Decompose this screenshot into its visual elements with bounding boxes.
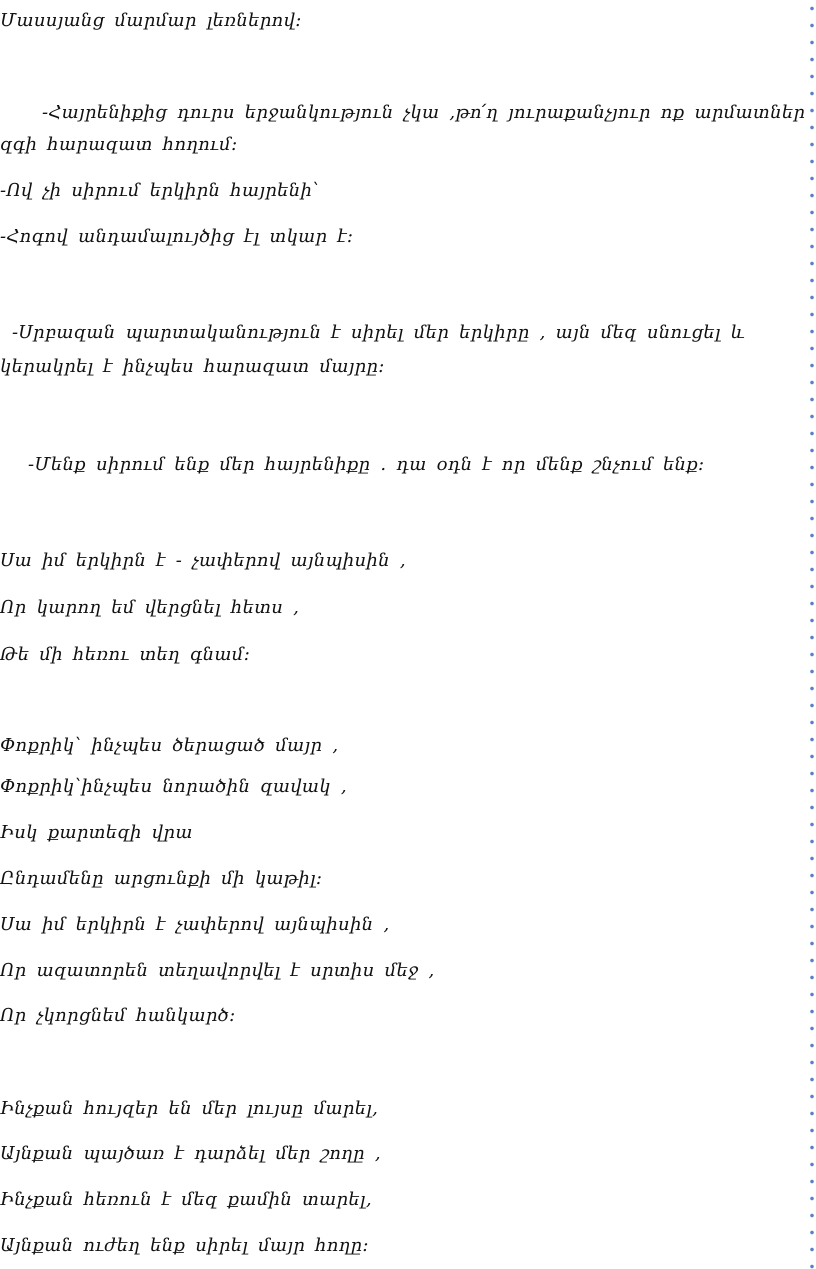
text-line: Որ ազատորեն տեղավորվել է սրտիս մեջ ,: [0, 960, 435, 981]
text-line: Մասսյանց մարմար լեռներով։: [0, 10, 302, 31]
dotted-margin-border: [806, 0, 816, 1269]
text-line: -Հայրենիքից դուրս երջանկություն չկա ,թո՛ղ յուրաքանչյուր ոք արմատներ: [42, 102, 806, 123]
text-line: -Սրբազան պարտականություն է սիրել մեր երկիրը , այն մեզ սնուցել և: [12, 322, 746, 343]
text-line: -Ով չի սիրում երկիրն հայրենի՝: [0, 180, 320, 201]
text-line: կերակրել է ինչպես հարազատ մայրը։: [0, 356, 385, 377]
text-line: Ինչքան հեռուն է մեզ քամին տարել,: [0, 1189, 372, 1210]
text-line: Այնքան պայծառ է դարձել մեր շողը ,: [0, 1143, 381, 1164]
text-line: Ընդամենը արցունքի մի կաթիլ։: [0, 868, 323, 889]
text-line: Ինչքան հույզեր են մեր լույսը մարել,: [0, 1098, 379, 1119]
text-line: զգի հարազատ հողում։: [0, 134, 238, 155]
text-line: -Մենք սիրում ենք մեր հայրենիքը . դա օդն է որ մենք շնչում ենք։: [28, 454, 705, 475]
text-line: Իսկ քարտեզի վրա: [0, 822, 193, 843]
text-line: Որ չկորցնեմ հանկարծ։: [0, 1005, 236, 1026]
text-line: Այնքան ուժեղ ենք սիրել մայր հողը։: [0, 1235, 369, 1256]
text-line: Փոքրիկ՝ինչպես նորածին զավակ ,: [0, 776, 347, 797]
text-line: Թե մի հեռու տեղ գնամ։: [0, 644, 251, 665]
text-line: Փոքրիկ՝ ինչպես ծերացած մայր ,: [0, 735, 339, 756]
text-line: -Հոգով անդամալույծից էլ տկար է։: [0, 226, 354, 247]
text-line: Սա իմ երկիրն է չափերով այնպիսին ,: [0, 914, 390, 935]
text-line: Սա իմ երկիրն է - չափերով այնպիսին ,: [0, 550, 406, 571]
text-line: Որ կարող եմ վերցնել հետս ,: [0, 597, 300, 618]
